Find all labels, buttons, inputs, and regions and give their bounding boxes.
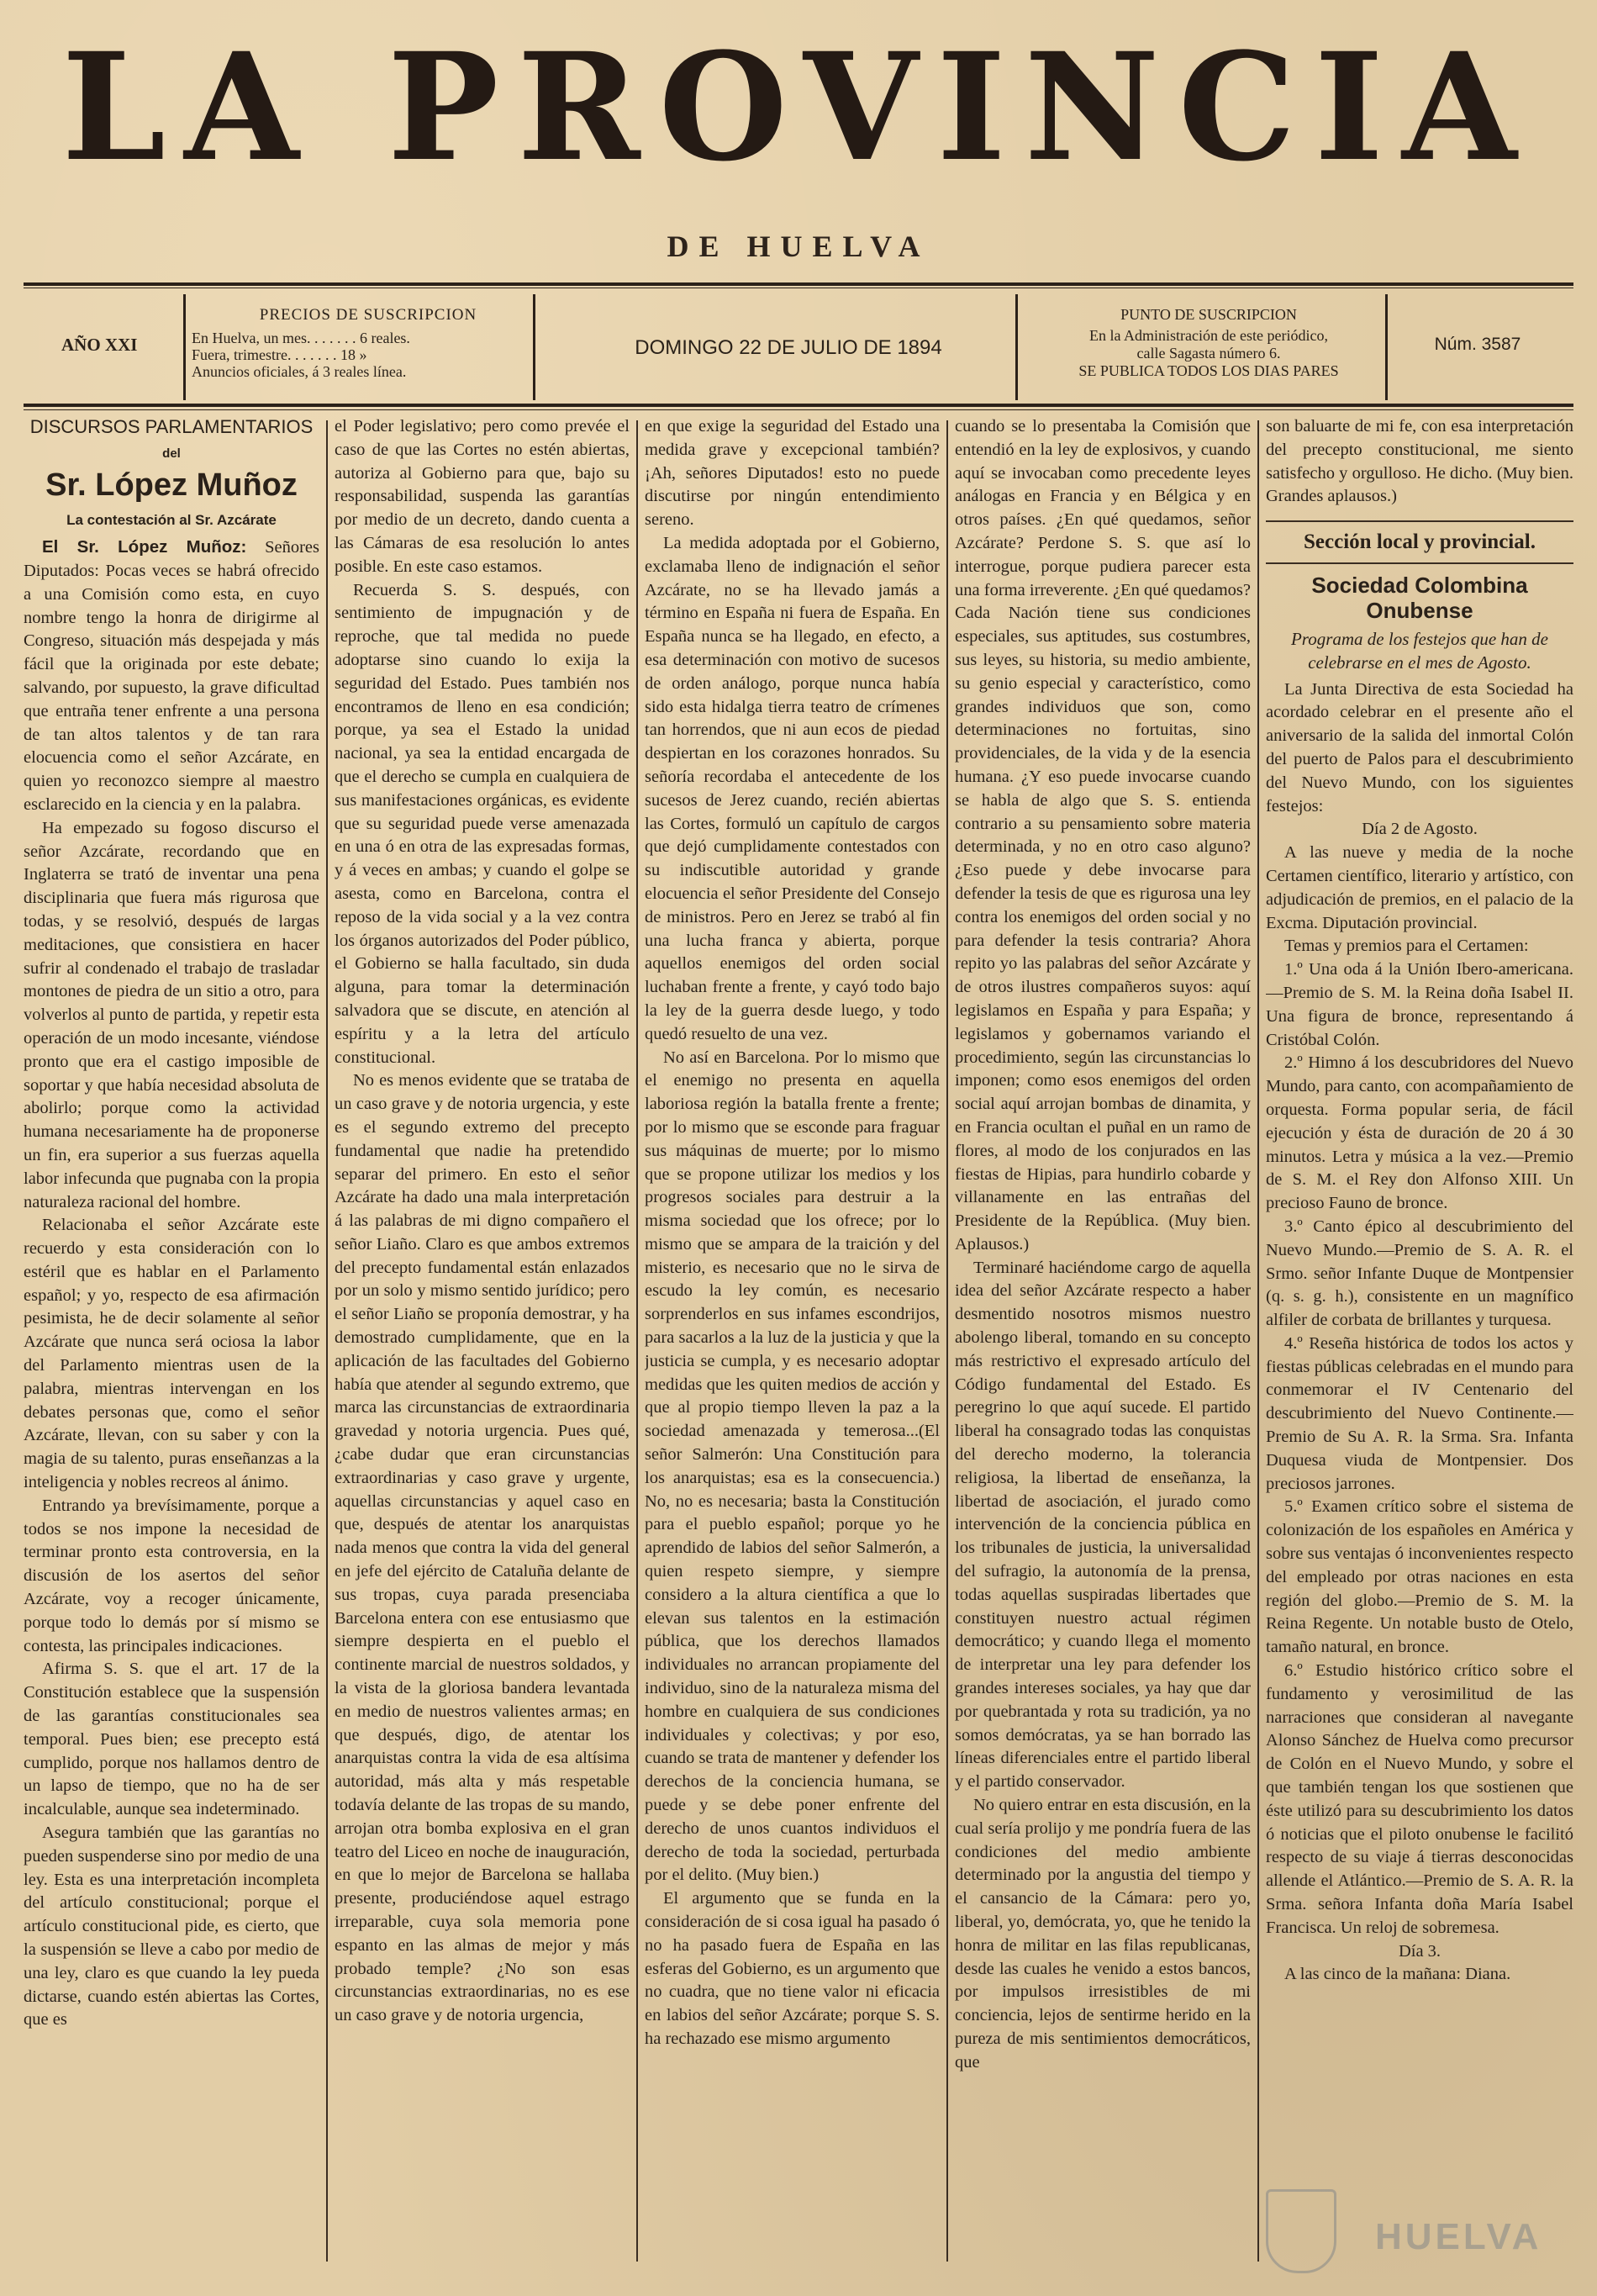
contest-theme: 5.º Examen crítico sobre el sistema de colonización de los españoles en América y sobre sus ventajas ó inconvenientes respecto del empleado por otras naciones en esta región del globo.—Premio de S. M. la Reina Regente. Un notable busto de Otelo, tamaño natural, en bronce.: [1266, 1497, 1573, 1657]
masthead-title: LA PROVINCIA: [61, 20, 1536, 194]
header-top-rule: [24, 282, 1573, 286]
paragraph: No quiero entrar en esta discusión, en la cual sería prolijo y me pondría fuera de las condiciones del medio ambiente determinado por la angustia del tiempo y el cansancio de la Cámara: pero yo, liberal, yo, demócrata, yo, que he tenido la honra de militar en las filas republicanas, desde las cuales he venido a estos bancos, por impulsos irresistibles de mi conciencia, lejos de sentirme herido en la pureza de mis sentimientos democráticos, que: [955, 1796, 1251, 2072]
column-1: [24, 415, 319, 2265]
contest-theme: 3.º Canto épico al descubrimiento del Nuevo Mundo.—Premio de S. A. R. el Srmo. señor Infante Duque de Montpensier (q. s. g. h.), consistente en un magnífico alfiler de corbata de brillantes y turquesa.: [1266, 1217, 1573, 1330]
masthead-subtitle: DE HUELVA: [667, 230, 930, 263]
paragraph: cuando se lo presentaba la Comisión que entendió en la ley de explosivos, y cuando aquí se invocaban como precedente leyes análogas en Francia y en Bélgica y en otros países. ¿En qué quedamos, señor Azcárate? Perdone S. S. que así lo interrogue, porque pudiera parecer esta una forma irreverente. ¿En qué quedamos? Cada Nación tiene sus condiciones especiales, sus aptitudes, sus costumbres, sus leyes, su historia, su medio ambiente, su genio especial y característico, como grandes individuos que son, como determinaciones no fortuitas, sino providenciales, de la vida y de la esencia humana. ¿Y eso puede invocarse cuando se habla de algo que S. S. entienda contrario a su pensamiento sobre materia determinada, y no en otro caso alguno? ¿Eso puede y debe invocarse para defender la tesis de que es rigurosa una ley contra los enemigos del orden social y no para defender la tesis contraria? Ahora repito yo las palabras del señor Azcárate y de otros ilustres compañeros suyos: aquí legislamos en España y para España; y legislamos y gobernamos variando el procedimiento, según las circunstancias lo imponen; como esos enemigos del orden social aquí arrojan bombas de dinamita, y en Francia ocultan el puñal en un ramo de flores, al modo de los conjurados en las fiestas de Hipias, para hundirlo cobarde y villanamente en las entrañas del Presidente de la República. (Muy bien. Aplausos.): [955, 417, 1251, 1254]
issue-number: Núm. 3587: [1434, 335, 1521, 354]
society-title-2: Onubense: [1366, 597, 1473, 623]
paragraph: Terminaré haciéndome cargo de aquella idea del señor Azcárate respecto a haber desmentido nosotros mismos nuestro abolengo liberal, tomando en su concepto más restrictivo el expresado artículo del Código fundamental del Estado. Es peregrino lo que aquí sucede. El partido liberal ha consagrado todas las conquistas del derecho moderno, la tolerancia religiosa, la libertad de enseñanza, la libertad de asociación, el jurado como intervención de la conciencia pública en los tribunales de justicia, la universalidad del sufragio, la autonomía de la prensa, todas aquellas suspiradas libertades que constituyen nuestro actual régimen democrático; y cuando llega el momento de interpretar una ley para defender los grandes intereses sociales, ya hay que dar por quebrantada y rota su tradición, ya no somos demócratas, ya se han borrado las líneas diferenciales entre el partido liberal y el partido conservador.: [955, 1258, 1251, 1792]
point-line: calle Sagasta número 6.: [1136, 345, 1281, 362]
watermark-text: HUELVA: [1375, 2216, 1542, 2257]
paragraph: el Poder legislativo; pero como prevée el caso de que las Cortes no estén abiertas, autoriza al Gobierno para que, bajo su responsabilidad, suspenda las garantías por medio de un decreto, dando cuenta a las Cámaras de esa resolución lo antes posible. En este caso estamos.: [335, 417, 630, 576]
section-heading: Sección local y provincial.: [1266, 520, 1573, 564]
header-bottom-thin-rule: [24, 409, 1573, 410]
speaker-name: El Sr. López Muñoz:: [42, 537, 247, 557]
contest-theme: 2.º Himno á los descubridores del Nuevo Mundo, para canto, con acompañamiento de orquesta. Forma popular seria, de fácil ejecución y ésta de duración de 20 á 30 minutos. Letra y música a la vez.—Premio de S. M. el Rey don Alfonso XIII. Un precioso Fauno de bronce.: [1266, 1053, 1573, 1213]
paragraph: Ha empezado su fogoso discurso el señor Azcárate, recordando que en Inglaterra se trató de inventar una pena disciplinaria que fuera más rigurosa que todas, y se resolvió, después de largas meditaciones, que consistiera en hacer sufrir al condenado el trabajo de trasladar montones de piedra de un sitio a otro, para volverlos al punto de partida, y repetir esta operación de un modo incesante, viéndose pronto que era el castigo imposible de soportar y que había necesidad absoluta de abolirlo; porque como la actividad humana necesariamente ha de proponerse un fin, era superior a sus fuerzas aquella labor infecunda que pugnaba con la propia naturaleza racional del hombre.: [24, 818, 319, 1211]
coat-of-arms-icon: [1266, 2189, 1336, 2273]
paragraph: Entrando ya brevísimamente, porque a todos se nos impone la necesidad de terminar pronto esta controversia, en la discusión de los asertos del señor Azcárate, voy a recoger únicamente, porque todo lo demás por sí mismo se contesta, las principales indicaciones.: [24, 1496, 319, 1655]
subscription-prices: [192, 306, 545, 380]
paragraph: La Junta Directiva de esta Sociedad ha acordado celebrar en el presente año el aniversario de la salida del inmortal Colón del puerto de Palos para el descubrimiento del Nuevo Mundo, con los siguientes festejos:: [1266, 679, 1573, 815]
paragraph: Temas y premios para el Certamen:: [1284, 937, 1529, 956]
day-heading: Día 3.: [1398, 1941, 1442, 1961]
paragraph: A las nueve y media de la noche Certamen científico, literario y artístico, con adjudicación de premios, en el palacio de la Excma. Diputación provincial.: [1266, 843, 1573, 932]
contest-theme: 1.º Una oda á la Unión Ibero-americana.—Premio de S. M. la Reina doña Isabel II. Una figura de bronce, representando á Cristóbal Colón.: [1266, 960, 1573, 1049]
article-subtitle: La contestación al Sr. Azcárate: [66, 512, 277, 529]
paragraph: son baluarte de mi fe, con esa interpretación del precepto constitucional, me siento satisfecho y orgulloso. He dicho. (Muy bien. Grandes aplausos.): [1266, 417, 1573, 506]
paragraph: No es menos evidente que se trataba de un caso grave y de notoria urgencia, y este es el segundo extremo del precepto fundamental que nadie ha pretendido separar del primero. En esto el señor Azcárate ha dado una mala interpretación á las palabras de mi digno compañero el señor Liaño. Claro es que ambos extremos del precepto fundamental están enlazados por un solo y mismo sentido jurídico; pero el señor Liaño se proponía demostrar, y ha demostrado cumplidamente, que en la aplicación de las facultades del Gobierno había que atender al segundo extremo, que marca las circunstancias de extraordinaria gravedad y notoria urgencia. Pues qué, ¿cabe dudar que eran circunstancias extraordinarias y caso grave y urgente, aquellas circunstancias y aquel caso en que, después de atentar los anarquistas nada menos que contra la vida del general en jefe del ejército de Cataluña delante de sus tropas, cuya parada presenciaba Barcelona entera con ese entusiasmo que siempre despierta en el pueblo el continente marcial de nuestros soldados, y la vista de la gloriosa bandera levantada en medio de nuestros valientes armas; en que después, digo, de atentar los anarquistas contra la vida de esa altísima autoridad, más alta y más respetable todavía delante de las tropas de su mando, arrojan otra bomba explosiva en el gran teatro del Liceo en noche de inauguración, en que lo mejor de Barcelona se hallaba presente, produciéndose aquel estrago irreparable, cuya sola memoria pone espanto en las almas de mejor y más probado temple? ¿No son esas circunstancias extraordinarias, no es ese un caso grave y de notoria urgencia,: [335, 1071, 630, 2025]
paragraph: Afirma S. S. que el art. 17 de la Constitución establece que la suspensión de las garantías constitucionales sea temporal. Pues bien; ese precepto está cumplido, porque nos hallamos dentro de un lapso de tiempo, que no ha de ser incalculable, aunque sea indeterminado.: [24, 1660, 319, 1819]
price-line: Fuera, trimestre. . . . . . . 18 »: [192, 346, 367, 363]
paragraph: en que exige la seguridad del Estado una medida grave y excepcional también? ¡Ah, señores Diputados! esto no puede discutirse por ningún entendimiento sereno.: [645, 417, 940, 530]
paragraph: No así en Barcelona. Por lo mismo que el enemigo no presenta en aquella laboriosa región la batalla frente a frente; por lo mismo que se esconde para fraguar sus máquinas de muerte; por lo mismo que se propone utilizar los medios y los progresos sociales para destruir a la misma sociedad que los ofrece; por lo mismo que se ampara de la traición y del misterio, es necesario que no le sirva de escudo la ley común, es necesario sorprenderlos en sus infames escondrijos, para sacarlos a la luz de la justicia y que la justicia se cumpla, y es necesario adoptar medidas que les quiten medios de acción y que al propio tiempo lleven la paz a la sociedad amenazada y temerosa...(El señor Salmerón: Una Constitución para los anarquistas; esa es la consecuencia.) No, no es necesaria; basta la Constitución para el pueblo español; porque yo he aprendido de labios del señor Salmerón, a quien respeto siempre, y siempre considero a la altura científica a que lo elevan sus talentos en la estimación pública, que los derechos llamados individuales no arrancan propiamente del individuo, sino de la naturaleza misma del hombre en cualquiera de sus condiciones individuales y colectivas; y por eso, cuando se trata de mantener y defender los derechos de la conciencia humana, se puede y se debe poner enfrente del derecho de unos cuantos individuos el derecho de toda la sociedad, perturbada por el delito. (Muy bien.): [645, 1048, 940, 1885]
header-bottom-rule: [24, 404, 1573, 407]
program-subtitle: Programa de los festejos que han de celebrarse en el mes de Agosto.: [1290, 628, 1549, 673]
contest-theme: 6.º Estudio histórico crítico sobre el fundamento y verosimilitud de las narraciones que consideran al navegante Alonso Sánchez de Huelva como precursor de Colón en el Nuevo Mundo, y sobre el que también tengan los que sostienen que éste utilizó para su descubrimiento los datos ó noticias que el piloto onubense le facilitó respecto de su viaje á tierras desconocidas allende el Atlántico.—Premio de S. A. R. la Srma. señora Infanta doña María Isabel Francisca. Un reloj de sobremesa.: [1266, 1661, 1573, 1937]
issue-date: DOMINGO 22 DE JULIO DE 1894: [635, 336, 942, 359]
column-5: [1266, 415, 1573, 2265]
point-line: En la Administración de este periódico,: [1089, 327, 1328, 344]
column-rule: [946, 420, 948, 2262]
price-line: Anuncios oficiales, á 3 reales línea.: [192, 363, 407, 380]
column-3: [645, 415, 940, 2265]
info-divider: [183, 294, 186, 400]
column-4: [955, 415, 1251, 2265]
column-2: [335, 415, 630, 2265]
subscription-info-bar: [24, 294, 1573, 404]
paragraph: Asegura también que las garantías no pueden suspenderse sino por medio de una ley. Esta es una interpretación incompleta del artículo constitucional; porque el artículo constitucional pide, es cierto, que la suspensión se lleve a cabo por medio de una ley, claro es que cuando la ley pueda dictarse, cuando estén abiertas las Cortes, que es: [24, 1824, 319, 2029]
column-rule: [636, 420, 638, 2262]
price-line: En Huelva, un mes. . . . . . . 6 reales.: [192, 330, 410, 346]
paragraph: El Sr. López Muñoz: Señores Diputados: Pocas veces se habrá ofrecido a una Comisión como esta, en cuyo nombre tengo la honra de dirigirme al Congreso, situación más despejada y más fácil que la originada por este debate; salvando, por supuesto, la grave dificultad que entraña tener enfrente a una persona de tan altos talentos y de tan rara elocuencia como el señor Azcárate, en quien yo reconozco siempre al maestro esclarecido en la ciencia y en la palabra.: [24, 537, 319, 814]
subscription-point: [1024, 306, 1394, 380]
info-divider: [1015, 294, 1018, 400]
society-title: Sociedad Colombina: [1311, 572, 1528, 598]
column-rule: [326, 420, 328, 2262]
point-line: SE PUBLICA TODOS LOS DIAS PARES: [1078, 362, 1339, 379]
prices-heading: PRECIOS DE SUSCRIPCION: [259, 306, 477, 324]
article-title: Sr. López Muñoz: [45, 467, 298, 503]
year-label: AÑO XXI: [61, 335, 138, 355]
column-rule: [1257, 420, 1259, 2262]
library-watermark: [1266, 2183, 1560, 2275]
paragraph: El argumento que se funda en la consideración de si cosa igual ha pasado ó no ha pasado fuera de España en las esferas del Gobierno, es un argumento que no cuadra, que no tiene valor ni eficacia en labios del señor Azcárate; porque S. S. ha rechazado ese mismo argumento: [645, 1889, 940, 2048]
article-columns: [24, 415, 1573, 2265]
day-heading: Día 2 de Agosto.: [1362, 820, 1478, 839]
paragraph: A las cinco de la mañana: Diana.: [1284, 1965, 1511, 1984]
article-heading: DISCURSOS PARLAMENTARIOS: [29, 416, 314, 437]
paragraph: La medida adoptada por el Gobierno, exclamaba lleno de indignación el señor Azcárate, no se ha llevado jamás a término en España ni fuera de España. En España nunca se ha llegado, en efecto, a esa determinación con motivo de sucesos de orden análogo, porque nunca había sido esta hidalga tierra teatro de crímenes tan horrendos, que ni aun ecos de piedad despiertan en los corazones honrados. Su señoría recordaba el antecedente de los sucesos de Jerez cuando, recién abiertas las Cortes, formuló un capítulo de cargos que dejó cumplidamente contestados con su indiscutible autoridad y grande elocuencia el señor Presidente del Consejo de ministros. Pero en Jerez se trabó al fin una lucha franca y abierta, porque aquellos enemigos del orden social luchaban frente a frente, y cayó todo bajo la ley de la guerra desde luego, y todo quedó resuelto de una vez.: [645, 533, 940, 1043]
contest-theme: 4.º Reseña histórica de todos los actos y fiestas públicas celebradas en el mundo para conmemorar el IV Centenario del descubrimiento del Nuevo Continente.—Premio de Su A. R. la Srma. Sra. Infanta Duquesa viuda de Montpensier. Dos preciosos jarrones.: [1266, 1333, 1573, 1493]
article-heading-del: del: [162, 446, 181, 461]
point-heading: PUNTO DE SUSCRIPCION: [1120, 306, 1297, 323]
paragraph: Recuerda S. S. después, con sentimiento de impugnación y de reproche, que tal medida no puede adoptarse sino cuando lo exija la seguridad del Estado. Pues también nos encontramos de lleno en esa condición; porque, ya sea el Estado la unidad nacional, ya sea la entidad encargada de que el derecho se cumpla en cualquiera de sus manifestaciones orgánicas, es evidente que su seguridad puede verse amenazada en una ó en otra de las expresadas formas, y á veces en ambas; y cuando el golpe se asesta, como en Barcelona, contra el reposo de la vida social y a la vez contra los órganos autorizados del Poder público, el Gobierno se halla facultado, sin duda alguna, para tomar la determinación salvadora que se discute, en atención al espíritu y a la letra del artículo constitucional.: [335, 580, 630, 1067]
paragraph: Relacionaba el señor Azcárate este recuerdo y esta consideración con lo estéril que es hablar en el Parlamento español; y yo, respecto de esa afirmación pesimista, he de decir solamente al señor Azcárate que nunca será ociosa la labor del Parlamento mientras usen de la palabra, mientras intervengan en los debates personas que, como el señor Azcárate, llevan, con su saber y con la magia de su talento, puras enseñanzas a la inteligencia y nobles recreos al ánimo.: [24, 1216, 319, 1492]
